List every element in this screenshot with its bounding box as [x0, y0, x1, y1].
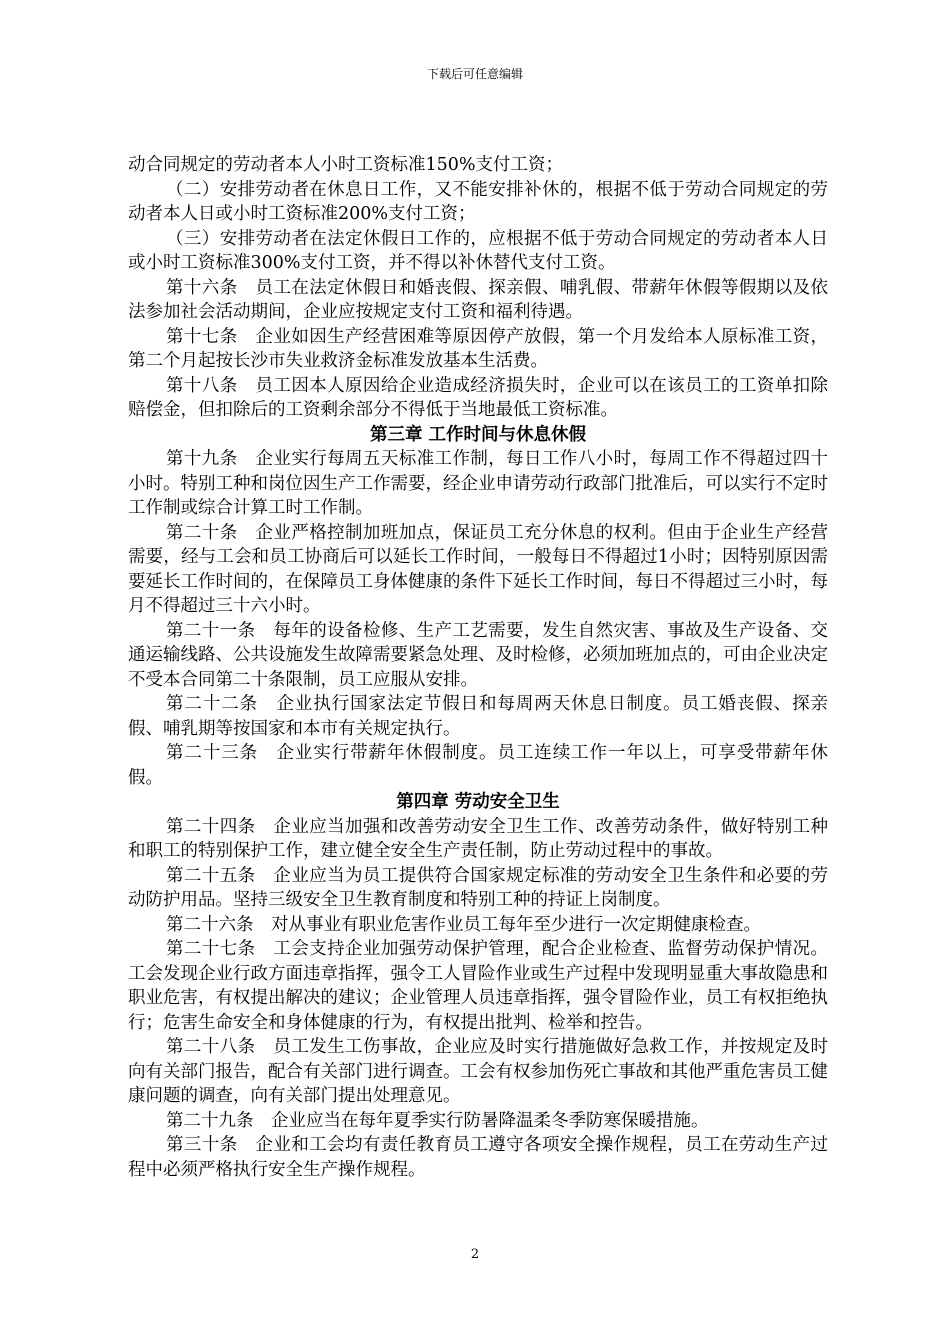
paragraph: 第二十七条 工会支持企业加强劳动保护管理，配合企业检查、监督劳动保护情况。工会发现企业行政方面违章指挥，强令工人冒险作业或生产过程中发现明显重大事故隐患和职业危害，有权提出解决的建议；企业管理人员违章指挥，强令冒险作业，员工有权拒绝执行；危害生命安全和身体健康的行为，有权提出批判、检举和控告。 — [128, 939, 828, 1033]
paragraph: （三）安排劳动者在法定休假日工作的，应根据不低于劳动合同规定的劳动者本人日或小时工资标准300%支付工资，并不得以补休替代支付工资。 — [128, 228, 828, 273]
paragraph: 第十九条 企业实行每周五天标准工作制，每日工作八小时，每周工作不得超过四十小时。特别工种和岗位因生产工作需要，经企业申请劳动行政部门批准后，可以实行不定时工作制或综合计算工时工作制。 — [128, 449, 828, 518]
paragraph: 第二十一条 每年的设备检修、生产工艺需要，发生自然灾害、事故及生产设备、交通运输线路、公共设施发生故障需要紧急处理、及时检修，必须加班加点的，可由企业决定不受本合同第二十条限制，员工应服从安排。 — [128, 620, 828, 690]
paragraph: 第十七条 企业如因生产经营困难等原因停产放假，第一个月发给本人原标准工资，第二个月起按长沙市失业救济金标准发放基本生活费。 — [128, 326, 828, 371]
chapter-heading: 第三章 工作时间与休息休假 — [369, 424, 587, 445]
paragraph: 第三十条 企业和工会均有责任教育员工遵守各项安全操作规程，员工在劳动生产过程中必须严格执行安全生产操作规程。 — [128, 1135, 828, 1180]
paragraph: 第二十九条 企业应当在每年夏季实行防暑降温柔冬季防寒保暖措施。 — [166, 1110, 709, 1131]
paragraph: （二）安排劳动者在休息日工作，又不能安排补休的，根据不低于劳动合同规定的劳动者本人日或小时工资标准200%支付工资； — [128, 179, 828, 224]
paragraph: 第十六条 员工在法定休假日和婚丧假、探亲假、哺乳假、带薪年休假等假期以及依法参加社会活动期间，企业应按规定支付工资和福利待遇。 — [128, 277, 828, 322]
paragraph: 第二十六条 对从事业有职业危害作业员工每年至少进行一次定期健康检查。 — [166, 914, 761, 935]
paragraph: 第二十四条 企业应当加强和改善劳动安全卫生工作、改善劳动条件，做好特别工种和职工的特别保护工作，建立健全安全生产责任制，防止劳动过程中的事故。 — [128, 816, 828, 861]
page-number: 2 — [470, 1247, 480, 1262]
paragraph: 动合同规定的劳动者本人小时工资标准150%支付工资； — [128, 155, 564, 175]
page-header: 下载后可任意编辑 — [426, 67, 523, 81]
document-body — [128, 153, 828, 1182]
paragraph: 第二十二条 企业执行国家法定节假日和每周两天休息日制度。员工婚丧假、探亲假、哺乳期等按国家和本市有关规定执行。 — [128, 694, 828, 739]
paragraph: 第二十八条 员工发生工伤事故，企业应及时实行措施做好急救工作，并按规定及时向有关部门报告，配合有关部门进行调查。工会有权参加伤死亡事故和其他严重危害员工健康问题的调查，向有关部门提出处理意见。 — [128, 1037, 828, 1106]
paragraph: 第二十五条 企业应当为员工提供符合国家规定标准的劳动安全卫生条件和必要的劳动防护用品。坚持三级安全卫生教育制度和特别工种的持证上岗制度。 — [128, 865, 828, 910]
paragraph: 第十八条 员工因本人原因给企业造成经济损失时，企业可以在该员工的工资单扣除赔偿金，但扣除后的工资剩余部分不得低于当地最低工资标准。 — [128, 375, 828, 420]
chapter-heading: 第四章 劳动安全卫生 — [396, 792, 560, 812]
paragraph: 第二十条 企业严格控制加班加点，保证员工充分休息的权利。但由于企业生产经营需要，经与工会和员工协商后可以延长工作时间，一般每日不得超过1小时；因特别原因需要延长工作时间的，在保障员工身体健康的条件下延长工作时间，每日不得超过三小时，每月不得超过三十六小时。 — [128, 522, 828, 616]
paragraph: 第二十三条 企业实行带薪年休假制度。员工连续工作一年以上，可享受带薪年休假。 — [128, 743, 828, 788]
